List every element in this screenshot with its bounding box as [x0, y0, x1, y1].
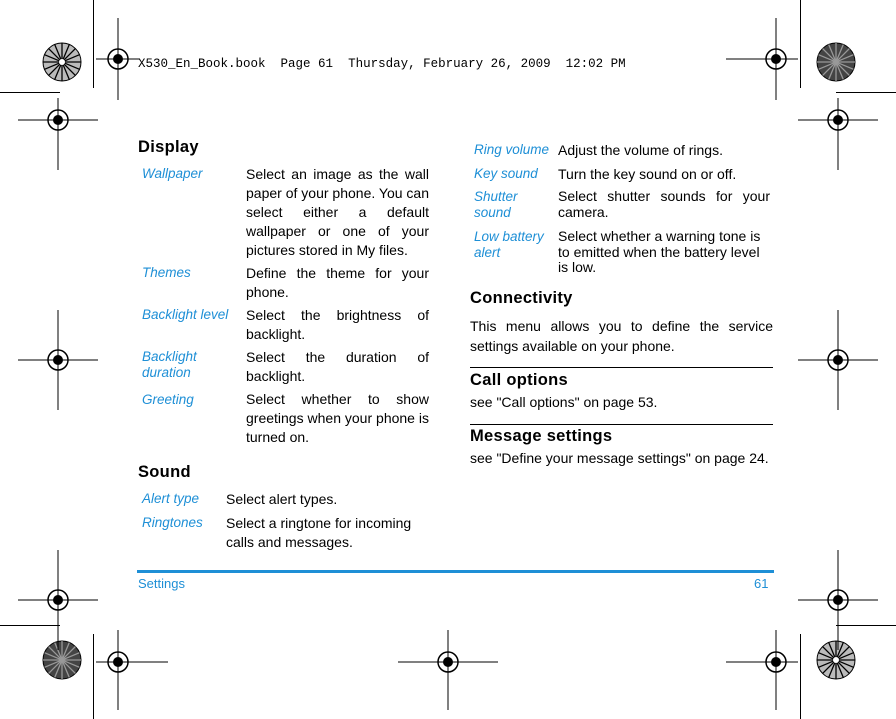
term-backlight-duration: Backlight duration — [142, 349, 197, 380]
desc-greeting: Select whether to show greetings when your phone is turned on. — [246, 391, 429, 445]
desc-backlight-duration: Select the duration of backlight. — [246, 349, 429, 384]
call-options-text: see "Call options" on page 53. — [470, 394, 658, 410]
desc-ringtones: Select a ringtone for incoming calls and messages. — [226, 515, 412, 550]
desc-themes: Define the theme for your phone. — [246, 265, 429, 300]
section-divider — [470, 424, 773, 425]
sound-heading: Sound — [138, 463, 191, 481]
term-shutter-sound: Shutter sound — [474, 189, 518, 220]
page-number: 61 — [754, 576, 769, 591]
term-backlight-level: Backlight level — [142, 307, 229, 322]
connectivity-text: This menu allows you to define the service settings available on your phone. — [470, 318, 773, 354]
slug-page: Page 61 — [280, 57, 334, 71]
term-greeting: Greeting — [142, 392, 194, 407]
term-themes: Themes — [142, 265, 191, 280]
footer-rule — [137, 570, 774, 573]
call-options-heading: Call options — [470, 371, 569, 389]
term-key-sound: Key sound — [474, 166, 538, 181]
message-settings-heading: Message settings — [470, 427, 613, 445]
desc-alert-type: Select alert types. — [226, 491, 338, 507]
slug-date: Thursday, February 26, 2009 — [348, 57, 551, 71]
footer-section: Settings — [138, 576, 185, 591]
desc-backlight-level: Select the brightness of backlight. — [246, 307, 429, 342]
slug-file: X530_En_Book.book — [138, 57, 266, 71]
term-alert-type: Alert type — [142, 491, 200, 506]
slug-time: 12:02 PM — [565, 57, 626, 71]
term-ringtones: Ringtones — [142, 515, 203, 530]
desc-wallpaper: Select an image as the wall paper of your phone. You can select either a default wallpaper or one of your pictures stored in My files. — [246, 166, 429, 258]
term-ring-volume: Ring volume — [474, 142, 550, 157]
desc-ring-volume: Adjust the volume of rings. — [558, 142, 723, 158]
desc-shutter-sound: Select shutter sounds for your camera. — [558, 188, 770, 220]
message-settings-text: see "Define your message settings" on page 24. — [470, 450, 769, 466]
print-slug — [138, 57, 626, 71]
display-heading: Display — [138, 138, 199, 156]
section-divider — [470, 367, 773, 368]
connectivity-heading: Connectivity — [470, 289, 573, 307]
term-wallpaper: Wallpaper — [142, 166, 203, 181]
term-low-battery-alert: Low battery alert — [474, 229, 544, 260]
desc-key-sound: Turn the key sound on or off. — [558, 166, 737, 182]
desc-low-battery-alert: Select whether a warning tone is to emitted when the battery level is low. — [558, 228, 761, 275]
